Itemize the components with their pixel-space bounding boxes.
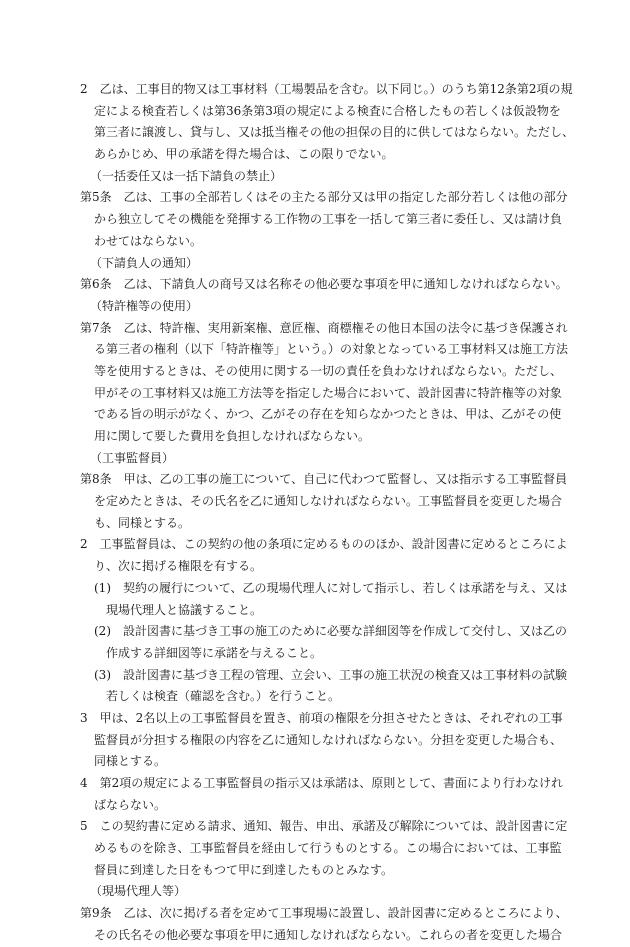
text-line: (1) 契約の履行について、乙の現場代理人に対して指示し、若しくは承諾を与え、又は xyxy=(94,580,568,595)
text-line: 同様とする。 xyxy=(94,754,167,769)
text-line: ばならない。 xyxy=(94,797,167,812)
text-line: 督員に到達した日をもつて甲に到達したものとみなす。 xyxy=(94,862,394,877)
text-line: 第7条 乙は、特許権、実用新案権、意匠権、商標権その他日本国の法令に基づき保護され xyxy=(80,320,568,335)
text-line: も、同様とする。 xyxy=(94,515,191,530)
text-line: る第三者の権利（以下「特許権等」という。）の対象となっている工事材料又は施工方法 xyxy=(94,342,569,357)
text-line: 若しくは検査（確認を含む。）を行うこと。 xyxy=(106,689,341,704)
text-line: あらかじめ、甲の承諾を得た場合は、この限りでない。 xyxy=(94,147,394,162)
text-line: 第9条 乙は、次に掲げる者を定めて工事現場に設置し、設計図書に定めるところにより、 xyxy=(80,906,568,921)
text-line: （一括委任又は一括下請負の禁止） xyxy=(90,168,283,183)
text-line: 甲がその工事材料又は施工方法等を指定した場合において、設計図書に特許権等の対象 xyxy=(94,385,562,400)
text-line: である旨の明示がなく、かつ、乙がその存在を知らなかつたときは、甲は、乙がその使 xyxy=(94,407,562,422)
text-line: 第三者に譲渡し、貸与し、又は抵当権その他の担保の目的に供してはならない。ただし、 xyxy=(94,125,575,140)
text-line: 第8条 甲は、乙の工事の施工について、自己に代わつて監督し、又は指示する工事監督員 xyxy=(80,472,568,487)
document-body xyxy=(80,79,582,947)
text-line: 2 乙は、工事目的物又は工事材料（工場製品を含む。以下同じ。）のうち第12条第2項の規 xyxy=(80,82,573,96)
text-line: 5 この契約書に定める請求、通知、報告、申出、承諾及び解除については、設計図書に定 xyxy=(80,819,568,834)
text-line: (3) 設計図書に基づき工程の管理、立会い、工事の施工状況の検査又は工事材料の試験 xyxy=(94,667,568,682)
text-line: わせてはならない。 xyxy=(94,233,203,248)
text-line: 現場代理人と協議すること。 xyxy=(106,602,263,617)
text-line: 3 甲は、2名以上の工事監督員を置き、前項の権限を分担させたときは、それぞれの工事 xyxy=(80,710,563,725)
text-line: 監督員が分担する権限の内容を乙に通知しなければならない。分担を変更した場合も、 xyxy=(94,732,563,747)
text-line: 等を使用するときは、その使用に関する一切の責任を負わなければならない。ただし、 xyxy=(94,363,563,378)
text-line: 4 第2項の規定による工事監督員の指示又は承諾は、原則として、書面により行わなけれ xyxy=(80,776,564,790)
text-line: （下請負人の通知） xyxy=(90,255,199,270)
text-line: (2) 設計図書に基づき工事の施工のために必要な詳細図等を作成して交付し、又は乙の xyxy=(94,624,568,639)
text-line: を定めたときは、その氏名を乙に通知しなければならない。工事監督員を変更した場合 xyxy=(94,494,563,509)
text-line: 定による検査若しくは第36条第3項の規定による検査に合格したもの若しくは仮設物を xyxy=(94,103,561,118)
text-line: （工事監督員） xyxy=(90,450,175,465)
text-line: めるものを除き、工事監督員を経由して行うものとする。この場合においては、工事監 xyxy=(94,841,562,856)
text-line: り、次に掲げる権限を有する。 xyxy=(94,559,263,574)
text-line: その氏名その他必要な事項を甲に通知しなければならない。これらの者を変更した場合 xyxy=(94,927,563,942)
text-line: （特許権等の使用） xyxy=(90,298,199,313)
text-line: 第5条 乙は、工事の全部若しくはその主たる部分又は甲の指定した部分若しくは他の部分 xyxy=(80,190,568,205)
text-line: 第6条 乙は、下請負人の商号又は名称その他必要な事項を甲に通知しなければならない。 xyxy=(80,277,568,292)
text-line: （現場代理人等） xyxy=(90,884,187,899)
text-line: 2 工事監督員は、この契約の他の条項に定めるもののほか、設計図書に定めるところによ xyxy=(80,537,568,552)
text-line: 用に関して要した費用を負担しなければならない。 xyxy=(94,429,371,443)
text-line: から独立してその機能を発揮する工作物の工事を一括して第三者に委任し、又は請け負 xyxy=(94,212,563,227)
text-line: 作成する詳細図等に承諾を与えること。 xyxy=(106,645,323,660)
